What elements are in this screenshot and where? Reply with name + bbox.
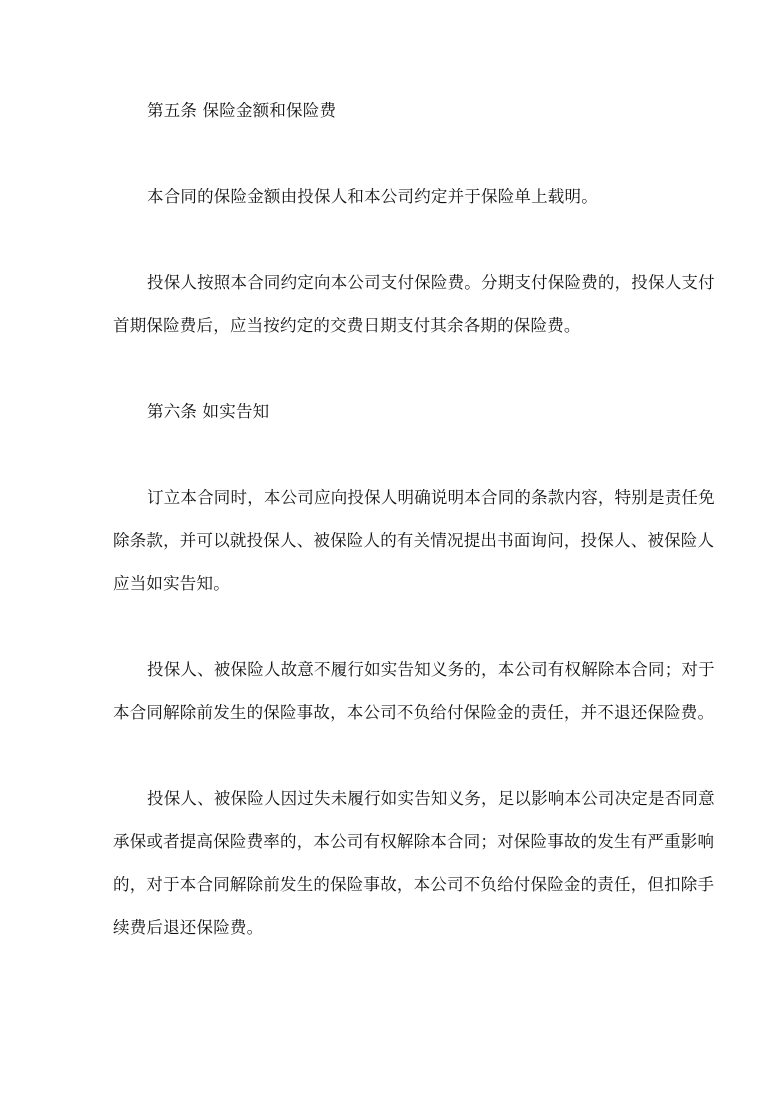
section-6-paragraph-3-line-2: 承保或者提高保险费率的，本公司有权解除本合同；对保险事故的发生有严重影响 [113, 832, 715, 851]
section-6-paragraph-2-line-1: 投保人、被保险人故意不履行如实告知义务的，本公司有权解除本合同；对于 [147, 660, 715, 679]
section-6-paragraph-2-line-2: 本合同解除前发生的保险事故，本公司不负给付保险金的责任，并不退还保险费。 [113, 703, 715, 722]
section-5-heading: 第五条 保险金额和保险费 [147, 101, 337, 120]
section-6-paragraph-1-line-1: 订立本合同时，本公司应向投保人明确说明本合同的条款内容，特别是责任免 [147, 488, 715, 507]
section-6-paragraph-1-line-3: 应当如实告知。 [113, 574, 230, 593]
section-6-paragraph-3-line-4: 续费后退还保险费。 [113, 918, 264, 937]
section-5-paragraph-1-line-1: 本合同的保险金额由投保人和本公司约定并于保险单上载明。 [147, 187, 598, 206]
section-6-paragraph-3-line-3: 的，对于本合同解除前发生的保险事故，本公司不负给付保险金的责任，但扣除手 [113, 875, 715, 894]
section-6-paragraph-3-line-1: 投保人、被保险人因过失未履行如实告知义务，足以影响本公司决定是否同意 [147, 789, 715, 808]
section-5-paragraph-2-line-1: 投保人按照本合同约定向本公司支付保险费。分期支付保险费的，投保人支付 [147, 273, 715, 292]
section-5-paragraph-2-line-2: 首期保险费后，应当按约定的交费日期支付其余各期的保险费。 [113, 316, 581, 335]
section-6-paragraph-1-line-2: 除条款，并可以就投保人、被保险人的有关情况提出书面询问，投保人、被保险人 [113, 531, 715, 550]
section-6-heading: 第六条 如实告知 [147, 402, 270, 421]
